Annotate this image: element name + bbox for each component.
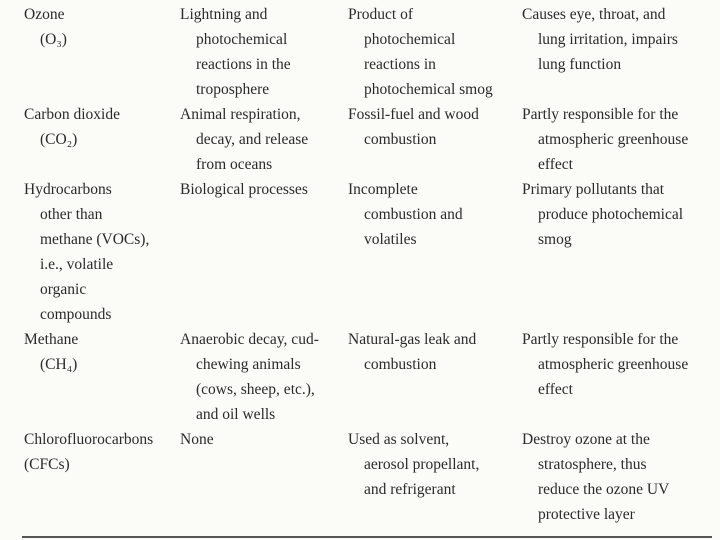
origin-line: Natural-gas leak and bbox=[348, 331, 477, 348]
origin-line: combustion and bbox=[364, 206, 463, 223]
pollutant-line: Chlorofluorocarbons bbox=[24, 431, 154, 448]
pollutant-cell bbox=[24, 427, 174, 477]
effects-cell bbox=[522, 2, 718, 77]
sources-cell bbox=[180, 2, 345, 102]
sources-line: None bbox=[180, 431, 214, 448]
origin-line: reactions in bbox=[364, 56, 436, 73]
pollutant-line: Hydrocarbons bbox=[24, 181, 112, 198]
sources-line: photochemical bbox=[196, 31, 288, 48]
effects-line: stratosphere, thus bbox=[538, 456, 647, 473]
sources-line: troposphere bbox=[196, 81, 270, 98]
effects-cell bbox=[522, 102, 718, 177]
pollutant-line: organic bbox=[40, 281, 87, 298]
effects-line: produce photochemical bbox=[538, 206, 684, 223]
pollutant-line: Ozone bbox=[24, 6, 65, 23]
sources-line: Anaerobic decay, cud- bbox=[180, 331, 319, 348]
pollutant-line: other than bbox=[40, 206, 103, 223]
sources-line: from oceans bbox=[196, 156, 273, 173]
origin-line: photochemical smog bbox=[364, 81, 493, 98]
origin-line: photochemical bbox=[364, 31, 456, 48]
sources-line: (cows, sheep, etc.), bbox=[196, 381, 315, 398]
effects-line: atmospheric greenhouse bbox=[538, 356, 689, 373]
pollutant-line: methane (VOCs), bbox=[40, 231, 150, 248]
effects-line: lung function bbox=[538, 56, 622, 73]
effects-line: reduce the ozone UV bbox=[538, 481, 670, 498]
sources-line: and oil wells bbox=[196, 406, 276, 423]
origin-line: combustion bbox=[364, 356, 437, 373]
sources-line: reactions in the bbox=[196, 56, 291, 73]
pollutant-line: i.e., volatile bbox=[40, 256, 114, 273]
origin-cell bbox=[348, 327, 516, 377]
origin-line: aerosol propellant, bbox=[364, 456, 480, 473]
effects-line: Partly responsible for the bbox=[522, 331, 679, 348]
sources-line: decay, and release bbox=[196, 131, 309, 148]
origin-cell bbox=[348, 427, 516, 502]
sources-cell bbox=[180, 427, 345, 452]
origin-line: Product of bbox=[348, 6, 414, 23]
effects-line: effect bbox=[538, 156, 573, 173]
origin-line: Used as solvent, bbox=[348, 431, 450, 448]
origin-cell bbox=[348, 102, 516, 152]
origin-line: Fossil-fuel and wood bbox=[348, 106, 479, 123]
sources-line: Animal respiration, bbox=[180, 106, 301, 123]
pollutant-line: (CH₄) bbox=[40, 356, 78, 373]
pollutant-line: Carbon dioxide bbox=[24, 106, 120, 123]
effects-line: effect bbox=[538, 381, 573, 398]
effects-line: protective layer bbox=[538, 506, 635, 523]
effects-line: Primary pollutants that bbox=[522, 181, 665, 198]
sources-cell bbox=[180, 102, 345, 177]
bottom-rule bbox=[22, 536, 712, 538]
origin-line: and refrigerant bbox=[364, 481, 456, 498]
effects-line: lung irritation, impairs bbox=[538, 31, 678, 48]
pollutant-line: (CFCs) bbox=[24, 456, 70, 473]
origin-cell bbox=[348, 177, 516, 252]
origin-cell bbox=[348, 2, 516, 102]
pollutant-cell bbox=[24, 177, 174, 327]
pollutant-line: Methane bbox=[24, 331, 79, 348]
sources-line: Biological processes bbox=[180, 181, 308, 198]
effects-line: atmospheric greenhouse bbox=[538, 131, 689, 148]
origin-line: Incomplete bbox=[348, 181, 418, 198]
effects-cell bbox=[522, 327, 718, 402]
origin-line: combustion bbox=[364, 131, 437, 148]
effects-cell bbox=[522, 177, 718, 252]
effects-line: Causes eye, throat, and bbox=[522, 6, 666, 23]
pollutant-line: (O₃) bbox=[40, 31, 67, 48]
pollutant-line: compounds bbox=[40, 306, 112, 323]
sources-cell bbox=[180, 327, 345, 427]
sources-cell bbox=[180, 177, 345, 202]
sources-line: chewing animals bbox=[196, 356, 301, 373]
effects-line: Destroy ozone at the bbox=[522, 431, 650, 448]
effects-cell bbox=[522, 427, 718, 527]
pollutant-cell bbox=[24, 2, 174, 52]
pollutant-cell bbox=[24, 102, 174, 152]
sources-line: Lightning and bbox=[180, 6, 268, 23]
pollutant-line: (CO₂) bbox=[40, 131, 78, 148]
pollutant-cell bbox=[24, 327, 174, 377]
effects-line: smog bbox=[538, 231, 572, 248]
origin-line: volatiles bbox=[364, 231, 417, 248]
effects-line: Partly responsible for the bbox=[522, 106, 679, 123]
